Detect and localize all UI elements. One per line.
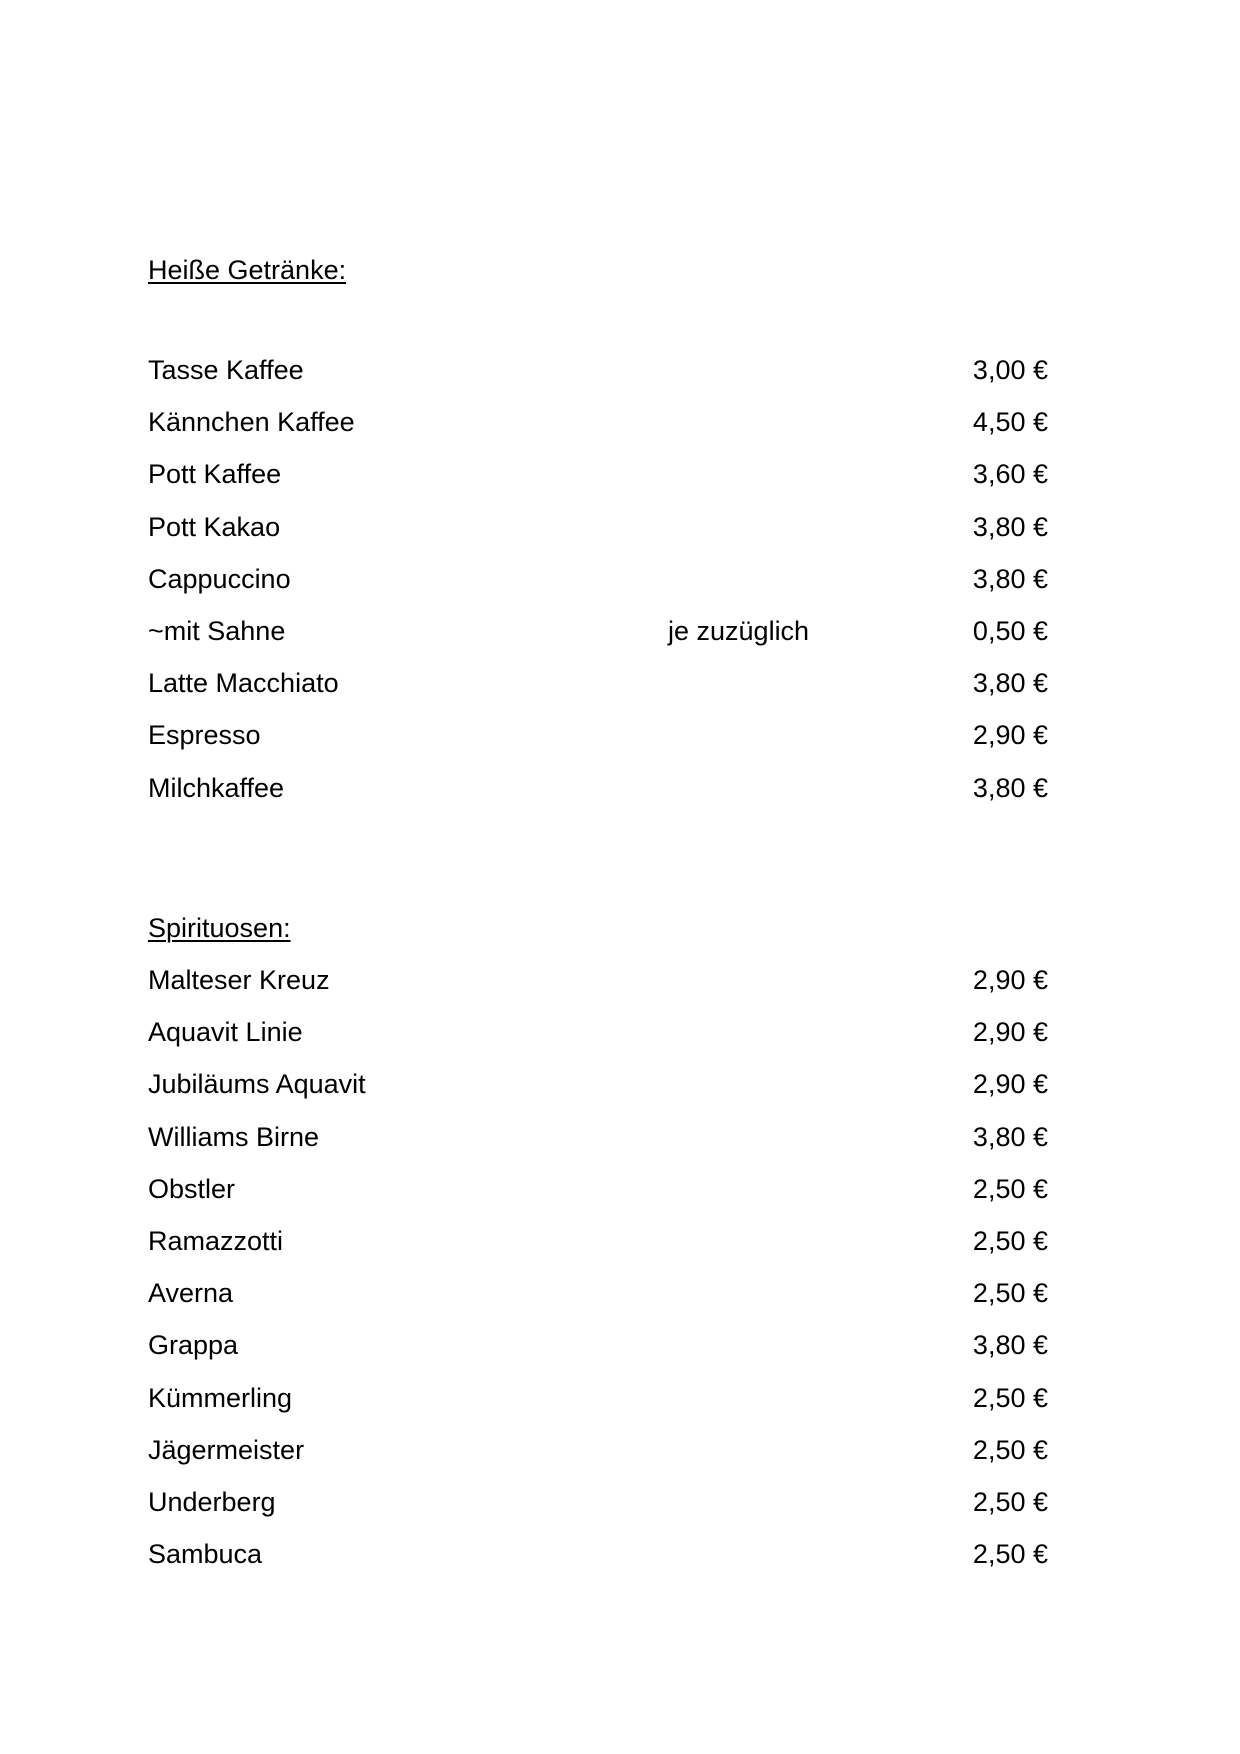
list-item xyxy=(0,615,1240,667)
list-item xyxy=(0,964,1240,1016)
item-name: Sambuca xyxy=(148,1539,263,1570)
list-item xyxy=(0,354,1240,406)
list-item xyxy=(0,1068,1240,1120)
section-heading-hot-drinks: Heiße Getränke: xyxy=(148,255,347,285)
item-name: Ramazzotti xyxy=(148,1225,284,1256)
item-note: je zuzüglich xyxy=(668,615,810,646)
item-price: 2,90 € xyxy=(972,965,1048,995)
item-price: 2,50 € xyxy=(972,1173,1048,1204)
item-name: Pott Kakao xyxy=(148,511,281,542)
item-name: Kännchen Kaffee xyxy=(148,407,355,438)
item-name: Obstler xyxy=(148,1173,236,1204)
list-item xyxy=(0,667,1240,719)
item-name: Malteser Kreuz xyxy=(148,965,330,995)
list-item xyxy=(0,1173,1240,1225)
list-item xyxy=(0,1016,1240,1068)
list-item xyxy=(0,1225,1240,1277)
item-price: 2,50 € xyxy=(972,1225,1048,1256)
list-item xyxy=(0,1277,1240,1329)
list-item xyxy=(0,1434,1240,1486)
list-item xyxy=(0,1121,1240,1173)
item-name: Grappa xyxy=(148,1330,239,1361)
item-price: 2,50 € xyxy=(972,1278,1048,1309)
list-item xyxy=(0,406,1240,458)
list-item xyxy=(0,772,1240,824)
list-item xyxy=(0,511,1240,563)
item-price: 2,90 € xyxy=(972,1017,1048,1048)
item-name: Jägermeister xyxy=(148,1434,305,1465)
item-name: Pott Kaffee xyxy=(148,459,282,490)
item-price: 2,90 € xyxy=(972,1069,1048,1100)
item-name: Milchkaffee xyxy=(148,772,285,803)
item-price: 4,50 € xyxy=(972,407,1048,438)
item-price: 3,80 € xyxy=(972,1121,1048,1152)
item-name: Williams Birne xyxy=(148,1121,320,1152)
item-price: 3,00 € xyxy=(972,355,1048,385)
item-name: ~mit Sahne xyxy=(148,615,286,646)
item-name: Aquavit Linie xyxy=(148,1017,303,1048)
spirits-list xyxy=(0,964,1240,1590)
list-item xyxy=(0,719,1240,771)
item-price: 3,80 € xyxy=(972,1330,1048,1361)
list-item xyxy=(0,1329,1240,1381)
item-price: 2,50 € xyxy=(972,1382,1048,1413)
list-item xyxy=(0,1538,1240,1590)
item-name: Cappuccino xyxy=(148,563,291,594)
item-price: 3,60 € xyxy=(972,459,1048,490)
item-price: 3,80 € xyxy=(972,563,1048,594)
item-name: Latte Macchiato xyxy=(148,668,339,699)
item-price: 3,80 € xyxy=(972,511,1048,542)
hot-drinks-list xyxy=(0,354,1240,824)
item-price: 2,50 € xyxy=(972,1434,1048,1465)
section-heading-spirits: Spirituosen: xyxy=(148,913,291,943)
list-item xyxy=(0,1486,1240,1538)
item-name: Underberg xyxy=(148,1486,276,1517)
item-name: Jubiläums Aquavit xyxy=(148,1069,366,1100)
item-price: 2,50 € xyxy=(972,1539,1048,1570)
list-item xyxy=(0,1382,1240,1434)
list-item xyxy=(0,563,1240,615)
item-price: 3,80 € xyxy=(972,772,1048,803)
list-item xyxy=(0,458,1240,510)
item-name: Tasse Kaffee xyxy=(148,355,304,385)
item-price: 2,50 € xyxy=(972,1486,1048,1517)
item-name: Espresso xyxy=(148,720,261,751)
item-name: Averna xyxy=(148,1278,234,1309)
item-price: 0,50 € xyxy=(972,615,1048,646)
item-name: Kümmerling xyxy=(148,1382,293,1413)
item-price: 3,80 € xyxy=(972,668,1048,699)
item-price: 2,90 € xyxy=(972,720,1048,751)
